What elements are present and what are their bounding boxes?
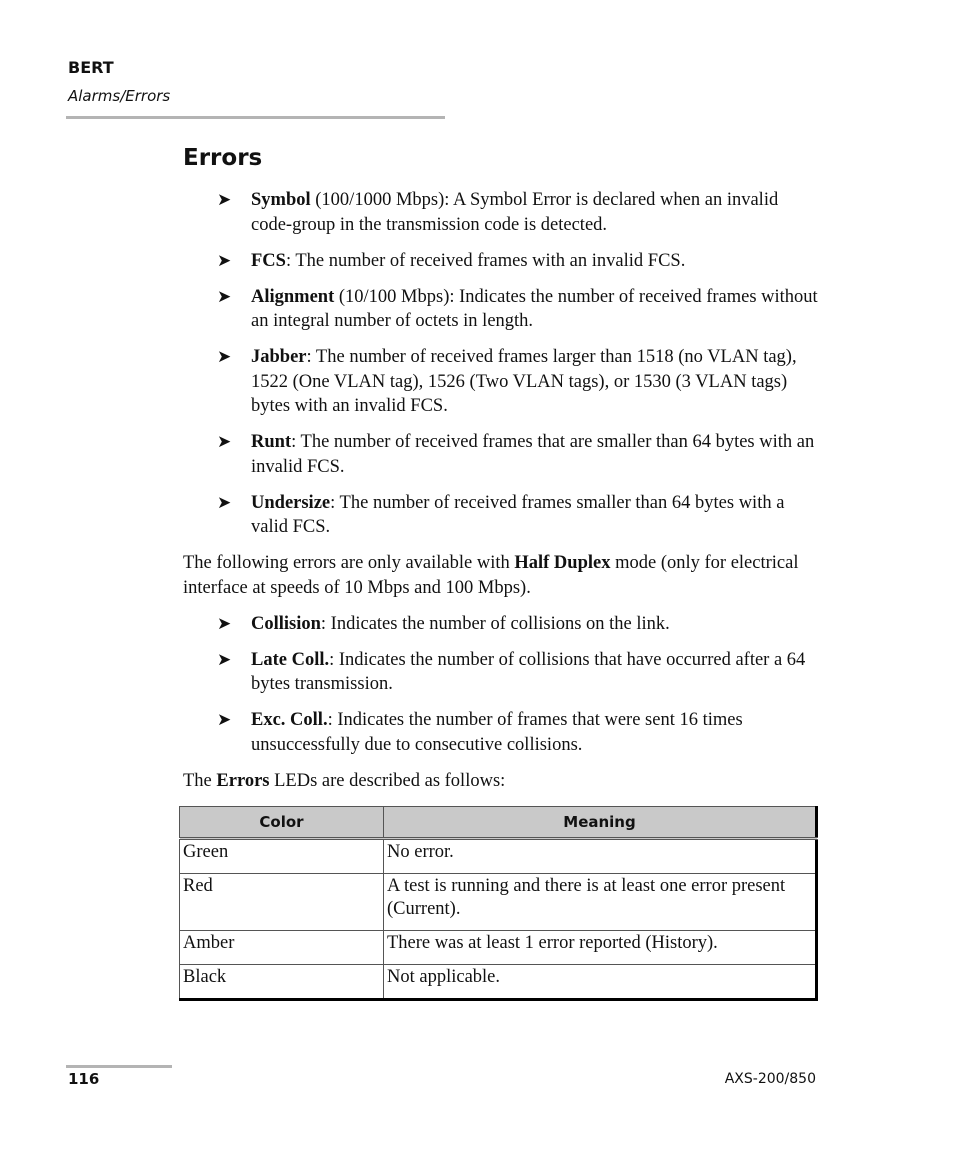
table-row	[180, 965, 817, 1000]
bold-text: Errors	[216, 770, 270, 791]
page-number: 116	[68, 1070, 100, 1088]
list-item	[217, 285, 823, 334]
bold-text: Half Duplex	[514, 553, 611, 573]
term: Runt	[251, 432, 292, 452]
description: : Indicates the number of frames that were sent 16 times unsuccessfully due to consecutive collisions.	[251, 710, 743, 755]
term: Alignment	[251, 286, 335, 307]
color-cell: Amber	[180, 931, 384, 965]
list-item	[217, 491, 823, 540]
meaning-cell: A test is running and there is at least one error present (Current).	[384, 874, 817, 931]
description: (100/1000 Mbps): A Symbol Error is declared when an invalid code-group in the transmission code is detected.	[251, 190, 779, 235]
bullet-arrow-icon: ➤	[217, 250, 232, 271]
description: : Indicates the number of collisions on the link.	[320, 613, 670, 634]
led-table	[179, 806, 818, 1001]
list-item	[217, 708, 823, 757]
bullet-arrow-icon: ➤	[217, 190, 232, 210]
text: LEDs are described as follows:	[269, 770, 506, 791]
table-row	[180, 874, 817, 931]
running-header-chapter: BERT	[68, 58, 114, 77]
list-item	[217, 345, 823, 419]
term: Collision	[251, 613, 321, 634]
list-item	[217, 648, 823, 697]
term: FCS	[251, 250, 286, 271]
led-table-wrapper	[179, 806, 818, 1001]
table-row	[180, 839, 817, 874]
running-header-section: Alarms/Errors	[68, 87, 171, 105]
list-item	[217, 188, 823, 237]
leds-paragraph	[183, 769, 823, 794]
term: Undersize	[251, 492, 331, 513]
description: (10/100 Mbps): Indicates the number of received frames without an integral number of octets in length.	[251, 286, 818, 331]
header-rule	[66, 116, 445, 119]
list-item	[217, 430, 823, 479]
color-cell: Green	[180, 839, 384, 874]
term: Jabber	[251, 347, 307, 367]
column-header-color: Color	[180, 807, 384, 839]
description: : Indicates the number of collisions that have occurred after a 64 bytes transmission.	[251, 649, 806, 694]
text: The	[183, 770, 217, 791]
description: : The number of received frames smaller than 64 bytes with a valid FCS.	[251, 492, 785, 537]
text: The following errors are only available with	[183, 553, 515, 573]
page-title: Errors	[183, 145, 263, 171]
half-duplex-error-list	[183, 612, 823, 758]
table-header-row	[180, 807, 817, 839]
bullet-arrow-icon: ➤	[217, 432, 232, 452]
half-duplex-paragraph	[183, 551, 823, 600]
bullet-arrow-icon: ➤	[217, 710, 232, 730]
text: mode (only for electrical interface at speeds of 10 Mbps and 100 Mbps).	[183, 553, 799, 598]
bullet-arrow-icon: ➤	[217, 347, 232, 367]
bullet-arrow-icon: ➤	[217, 649, 232, 670]
term: Late Coll.	[251, 649, 330, 670]
term: Exc. Coll.	[251, 710, 328, 730]
error-list	[183, 188, 823, 540]
table-row	[180, 931, 817, 965]
color-cell: Black	[180, 965, 384, 1000]
term: Symbol	[251, 190, 311, 210]
bullet-arrow-icon: ➤	[217, 286, 232, 307]
footer-rule	[66, 1065, 172, 1068]
description: : The number of received frames larger than 1518 (no VLAN tag), 1522 (One VLAN tag), 1526 (Two VLAN tags), or 1530 (3 VLAN tags) bytes with an invalid FCS.	[251, 347, 797, 416]
list-item	[217, 249, 823, 274]
list-item	[217, 612, 823, 637]
meaning-cell: No error.	[384, 839, 817, 874]
description: : The number of received frames that are smaller than 64 bytes with an invalid FCS.	[251, 432, 815, 477]
meaning-cell: There was at least 1 error reported (History).	[384, 931, 817, 965]
main-content	[183, 188, 823, 805]
description: : The number of received frames with an invalid FCS.	[285, 250, 686, 271]
bullet-arrow-icon: ➤	[217, 492, 232, 513]
product-name: AXS-200/850	[724, 1071, 816, 1087]
color-cell: Red	[180, 874, 384, 931]
column-header-meaning: Meaning	[384, 807, 817, 839]
meaning-cell: Not applicable.	[384, 965, 817, 1000]
bullet-arrow-icon: ➤	[217, 613, 232, 634]
